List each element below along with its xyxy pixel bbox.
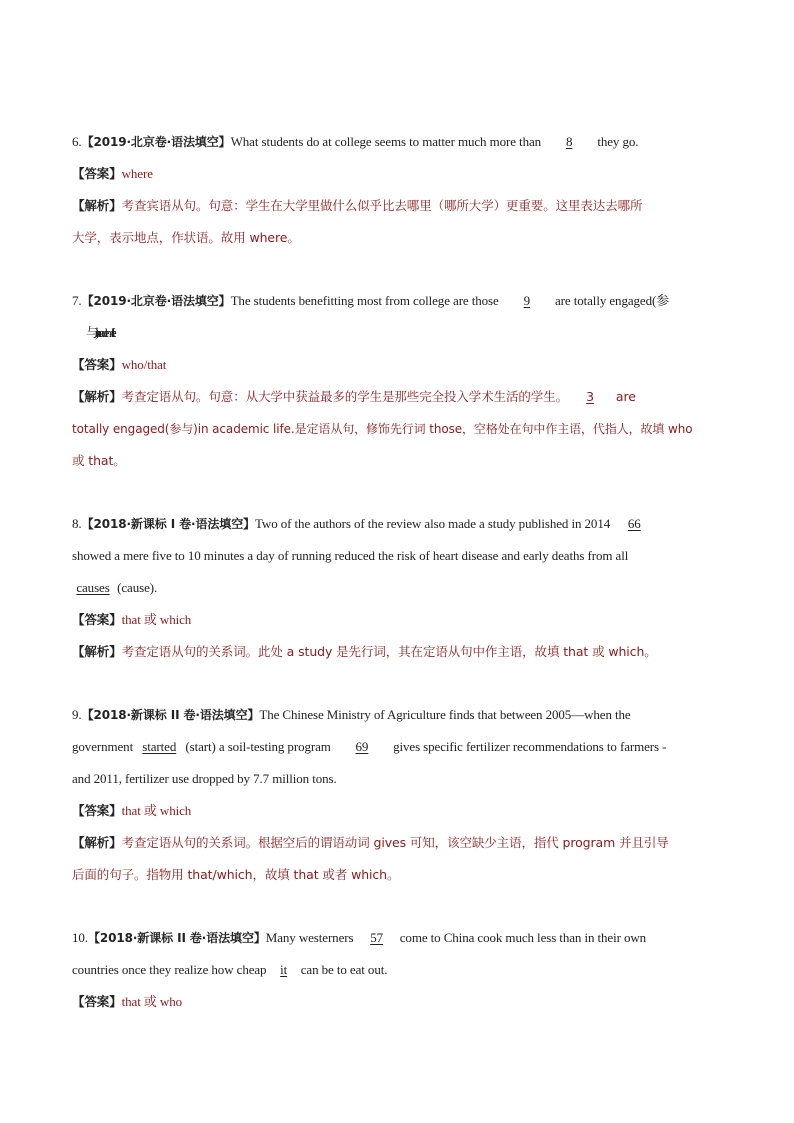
q9-line2-a: government xyxy=(72,739,137,754)
q7-question-line2: 与)in academic life. xyxy=(86,325,112,340)
q10-line2-b: can be to eat out. xyxy=(297,962,388,977)
q9-analysis-line1 xyxy=(72,835,724,851)
q6-answer-label: 【答案】 xyxy=(72,166,122,181)
q7-analysis-line2: totally engaged(参与)in academic life.是定语从句，修饰先行词 those，空格处在句中作主语，代指人，故填 who xyxy=(72,422,693,436)
q9-line2-b: (start) a soil-testing program xyxy=(182,739,334,754)
q7-blank: 9 xyxy=(523,293,531,308)
q6-blank: 8 xyxy=(565,134,573,149)
q8-analysis-label: 【解析】 xyxy=(72,644,122,659)
q8-answer xyxy=(72,612,724,628)
q8-line3-after: (cause). xyxy=(114,580,158,595)
q9-line2-blank2: 69 xyxy=(355,739,369,754)
q7-number: 7. xyxy=(72,293,82,308)
q6-question xyxy=(72,134,724,150)
q6-answer-value: where xyxy=(121,166,153,181)
q6-answer xyxy=(72,166,724,182)
q6-analysis-line1 xyxy=(72,198,724,214)
q6-analysis-label: 【解析】 xyxy=(72,198,122,213)
q7-answer xyxy=(72,357,724,373)
q7-analysis-text1b: are xyxy=(612,389,636,404)
q8-line3-blank: causes xyxy=(76,580,110,595)
q10-line2-a: countries once they realize how cheap xyxy=(72,962,270,977)
q8-analysis-line1 xyxy=(72,644,724,660)
q8-question xyxy=(72,516,724,532)
q9-question-line2 xyxy=(72,739,724,755)
q10-question-line2 xyxy=(72,962,724,978)
q6-text-after: they go. xyxy=(594,134,639,149)
q8-number: 8. xyxy=(72,516,82,531)
q7-analysis-line1 xyxy=(72,389,724,405)
q7-analysis-blank: 3 xyxy=(586,389,594,404)
q7-answer-value: who/that xyxy=(121,357,167,372)
q9-analysis-label: 【解析】 xyxy=(72,835,122,850)
q10-number: 10. xyxy=(72,930,88,945)
q10-text-before: Many westerners xyxy=(265,930,357,945)
q9-line2-c: gives specific fertilizer recommendations to farmers - xyxy=(389,739,667,754)
q10-answer xyxy=(72,994,724,1010)
q9-line2-blank1: started xyxy=(142,739,177,754)
q7-analysis-line3: 或 that。 xyxy=(72,453,126,468)
q9-number: 9. xyxy=(72,707,82,722)
q10-source: 【2018·新课标 II 卷·语法填空】 xyxy=(87,931,266,945)
q10-line2-blank: it xyxy=(280,962,288,977)
q8-text-before: Two of the authors of the review also made a study published in 2014 xyxy=(255,516,614,531)
q7-question xyxy=(72,293,724,309)
q7-text-before: The students benefitting most from college are those xyxy=(230,293,502,308)
q10-blank: 57 xyxy=(370,930,383,945)
q7-source: 【2019·北京卷·语法填空】 xyxy=(81,294,231,308)
q7-analysis-label: 【解析】 xyxy=(72,389,122,404)
q6-analysis-line2: 大学，表示地点，作状语。故用 where。 xyxy=(72,230,300,245)
q8-answer-label: 【答案】 xyxy=(72,612,122,627)
q8-line2-text: showed a mere five to 10 minutes a day of running reduced the risk of heart disease and early deaths from all xyxy=(72,548,632,563)
q9-answer-label: 【答案】 xyxy=(72,803,122,818)
q10-answer-label: 【答案】 xyxy=(72,994,122,1009)
q6-source: 【2019·北京卷·语法填空】 xyxy=(81,135,231,149)
q8-question-line2 xyxy=(72,548,724,564)
q9-analysis-text1: 考查定语从句的关系词。根据空后的谓语动词 gives 可知，该空缺少主语，指代 program 并且引导 xyxy=(121,835,669,850)
q8-blank: 66 xyxy=(627,516,641,531)
q7-text-after: are totally engaged(参 xyxy=(551,293,670,308)
q10-text-after: come to China cook much less than in their own xyxy=(396,930,647,945)
q8-source: 【2018·新课标 I 卷·语法填空】 xyxy=(81,517,255,531)
q9-text-before: The Chinese Ministry of Agriculture finds that between 2005—when the xyxy=(259,707,631,722)
q9-question xyxy=(72,707,724,723)
q7-answer-label: 【答案】 xyxy=(72,357,122,372)
q9-question-line3: and 2011, fertilizer use dropped by 7.7 million tons. xyxy=(72,771,337,786)
q9-source: 【2018·新课标 II 卷·语法填空】 xyxy=(81,708,260,722)
q6-number: 6. xyxy=(72,134,82,149)
q10-question xyxy=(72,930,724,946)
q8-answer-value: that 或 which xyxy=(121,612,192,627)
q6-text-before: What students do at college seems to matter much more than xyxy=(230,134,545,149)
q9-answer xyxy=(72,803,724,819)
q7-analysis-text1: 考查定语从句。句意：从大学中获益最多的学生是那些完全投入学术生活的学生。 xyxy=(121,389,569,404)
q9-answer-value: that 或 which xyxy=(121,803,192,818)
q8-analysis-text1: 考查定语从句的关系词。此处 a study 是先行词，其在定语从句中作主语，故填 that 或 which。 xyxy=(121,644,657,659)
q8-question-line3 xyxy=(72,580,724,596)
q6-analysis-text1: 考查宾语从句。句意：学生在大学里做什么似乎比去哪里（哪所大学）更重要。这里表达去哪所 xyxy=(121,198,643,213)
q9-analysis-line2: 后面的句子。指物用 that/which，故填 that 或者 which。 xyxy=(72,867,400,882)
q10-answer-value: that 或 who xyxy=(121,994,182,1009)
